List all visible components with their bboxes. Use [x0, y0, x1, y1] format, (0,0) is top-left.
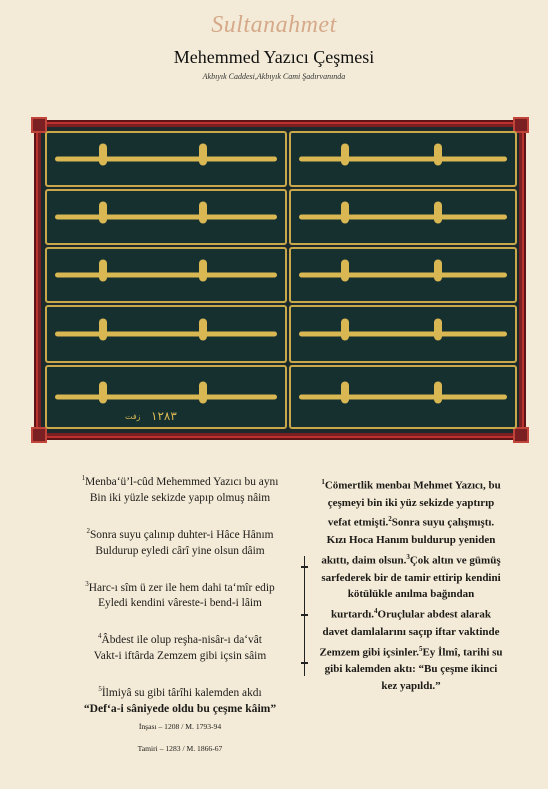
translation-part: Ey İlmî, tarihi su gibi kalemden aktı: “Bu çeşme ikinci kez yapıldı.”	[324, 646, 503, 693]
inscription-panel	[289, 131, 517, 187]
translation-text	[318, 474, 504, 695]
poem-line: Menba‘ü’l-cûd Mehemmed Yazıcı bu aynı	[85, 475, 279, 488]
inscription-panel	[45, 305, 287, 363]
section-title: Sultanahmet	[211, 12, 337, 38]
page-title: Mehemmed Yazıcı Çeşmesi	[173, 47, 375, 67]
inscription-panel	[289, 305, 517, 363]
poem-stanza	[66, 576, 294, 612]
inscription-date-label: زفت	[125, 412, 141, 421]
translation-part: Sonra suyu çalışmıştı. Kızı Hoca Hanım buldurup yeniden akıttı, daim olsun.	[321, 517, 496, 567]
stanza-number: 3	[85, 579, 89, 588]
inscription-date: ١٢٨٣	[151, 409, 177, 423]
poem-line: Eyledi kendini vâreste-i bend-i lâim	[98, 597, 262, 610]
header	[0, 10, 548, 81]
frame-corner	[513, 427, 529, 443]
inscription-panel	[289, 247, 517, 303]
poem-text	[66, 470, 294, 757]
stanza-number: 2	[86, 526, 90, 535]
poem-stanza	[66, 470, 294, 506]
stanza-number: 4	[98, 632, 102, 641]
poem-line: Harc-ı sîm ü zer ile hem dahi ta‘mîr edip	[88, 581, 275, 594]
poem-line: Vakt-i iftârda Zemzem gibi içsin sâim	[93, 650, 267, 663]
translation-part: Çok altın ve gümüş sarfederek bir de tamir ettirip kendini kötülükle anılma bağından kurtardı.	[321, 554, 501, 621]
column-divider	[299, 556, 311, 676]
frame-corner	[31, 117, 47, 133]
poem-line: Bin iki yüzle sekizde yapıp olmuş nâim	[89, 491, 271, 504]
poem-stanza	[66, 681, 294, 717]
inscription-panel	[289, 365, 517, 429]
inscription-panel	[45, 131, 287, 187]
inscription-panel	[289, 189, 517, 245]
stanza-number: 5	[98, 685, 102, 694]
inscription-panel	[45, 189, 287, 245]
poem-stanza	[66, 523, 294, 559]
poem-line-chronogram: “Def‘a-i sâniyede oldu bu çeşme kâim”	[83, 701, 277, 715]
page-subtitle: Akbıyık Caddesi,Akbıyık Cami Şadırvanında	[202, 72, 346, 81]
poem-line: Sonra suyu çalınıp duhter-i Hâce Hânım	[89, 528, 274, 541]
part-number: 3	[406, 552, 410, 561]
repair-date: Tamiri – 1283 / M. 1866-67	[137, 743, 223, 753]
part-number: 4	[374, 607, 378, 616]
poem-line: İlmiyâ su gibi târîhi kalemden akdı	[101, 686, 262, 699]
construction-date: İnşası – 1208 / M. 1793-94	[138, 721, 222, 731]
translation-part: Cömertlik menbaı Mehmet Yazıcı, bu çeşmeyi bin iki yüz sekizde yaptırıp vefat etmişti.	[324, 479, 501, 530]
poem-stanza	[66, 628, 294, 664]
part-number: 2	[388, 515, 392, 524]
inscription-panel	[45, 247, 287, 303]
inscription-image	[38, 124, 522, 436]
frame-corner	[31, 427, 47, 443]
stanza-number: 1	[81, 474, 86, 482]
poem-line: Âbdest ile olup reşha-nisâr-ı da‘vât	[101, 634, 262, 647]
poem-line: Buldurup eyledi cârî yine olsun dâim	[95, 544, 265, 557]
part-number: 1	[321, 478, 325, 486]
translation-part: Oruçlular abdest alarak davet damlalarını saçıp iftar vaktinde Zemzem gibi içsinler.	[319, 608, 500, 659]
part-number: 5	[418, 644, 423, 653]
